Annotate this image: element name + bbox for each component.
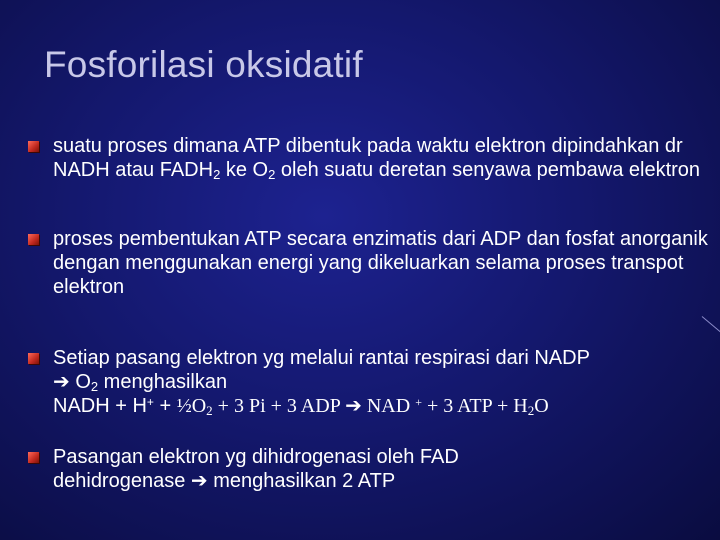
bullet-text-2: proses pembentukan ATP secara enzimatis dari ADP dan fosfat anorganik dengan menggunakan energi yang dikeluarkan selama proses transpot elektron <box>53 228 708 298</box>
square-bullet-icon <box>28 234 39 245</box>
bullet-text-1: suatu proses dimana ATP dibentuk pada waktu elektron dipindahkan dr NADH atau $FADH_2$ ke $O_2$ oleh suatu deretan senyawa pembawa elektron <box>53 135 701 182</box>
bullet-text-3: Setiap pasang elektron yg melalui rantai respirasi dari NADP ➔ $O_2$ menghasilkan NADH + $H^+ + \frac{1}{2}O_2 + 3$ Pi + 3 ADP ➔ NAD + + 3 ATP + $H_2O$ <box>53 346 708 418</box>
right-arrow-icon: ➔ <box>190 470 208 492</box>
right-arrow-icon: ➔ <box>53 371 70 393</box>
reaction-equation: NADH + $H^+ + \frac{1}{2}O_2 + 3$ Pi + 3 ADP ➔ NAD + + 3 ATP + $H_2O$ <box>53 395 549 418</box>
decorative-line <box>702 316 720 332</box>
bullet-item-2 <box>28 227 708 299</box>
bullet-item-4 <box>28 445 708 493</box>
slide-title: Fosforilasi oksidatif <box>44 44 363 85</box>
bullet-item-3 <box>28 346 708 418</box>
right-arrow-icon: ➔ <box>345 395 362 417</box>
square-bullet-icon <box>28 141 39 152</box>
square-bullet-icon <box>28 452 39 463</box>
bullet-text-4: Pasangan elektron yg dihidrogenasi oleh FAD dehidrogenase ➔ menghasilkan 2 ATP <box>53 446 459 492</box>
square-bullet-icon <box>28 353 39 364</box>
bullet-item-1 <box>28 134 708 182</box>
